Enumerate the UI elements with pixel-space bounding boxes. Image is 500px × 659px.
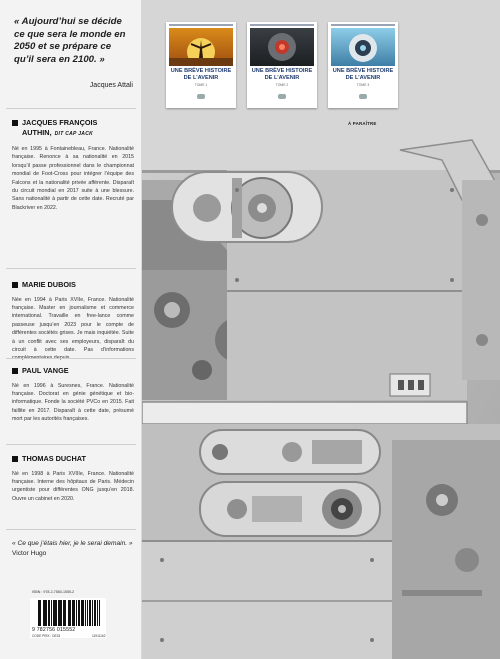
cover-illustration-icon xyxy=(250,28,314,66)
character-name: PAUL VANGE xyxy=(12,366,134,376)
character-name: MARIE DUBOIS xyxy=(12,280,134,290)
publisher-logo-icon xyxy=(278,94,286,99)
character-bio: Né en 1995 à Fontainebleau, France. Nationalité française. Renonce à sa nationalité en 2015 lorsqu’il passe professionnel dans le championnat mondial de Foot-Cross pour intégrer l’équipe des Falcons et la nationalité privée afférente. Disparaît du circuit mondial en 2017 suite à une blessure. Sans nationalité à partir de cette date. Recruté par Blackriver en 2022. xyxy=(12,146,134,211)
coming-soon-label: À PARAÎTRE xyxy=(348,121,377,126)
isbn-label: ISBN : 978-2-7560-1555-2 xyxy=(32,590,75,594)
book-tome: TOME 1 xyxy=(194,83,208,87)
barcode-bars-icon xyxy=(38,600,100,626)
book-cover-tome-1 xyxy=(166,22,236,108)
character-name: THOMAS DUCHAT xyxy=(12,454,134,464)
closing-quote: « Ce que j’étais hier, je le serai demain. » Victor Hugo xyxy=(12,540,133,557)
opening-quote: « Aujourd’hui se décide ce que sera le monde en 2050 et se prépare ce qu’il sera en 2100. » xyxy=(14,16,126,65)
barcode xyxy=(30,598,106,638)
closing-quote-author: Victor Hugo xyxy=(12,549,47,557)
square-bullet-icon xyxy=(12,456,18,462)
character-entry xyxy=(12,118,134,212)
book-tome: TOME 2 xyxy=(275,83,289,87)
barcode-extra-number: 11911162 xyxy=(92,634,106,638)
divider xyxy=(6,108,136,109)
divider xyxy=(6,444,136,445)
character-bio: Née en 1994 à Paris XVIIe, France. Nationalité française. Master en journalisme et commerce international. Travaille en free-lance comme passeuse jusqu’en 2023 pour le compte de différentes sociétés grises. Je mais inquiétée. Suite à un conflit avec ses employeurs, disparaît du circuit à cette date. Pas d’informations xyxy=(12,296,134,353)
divider xyxy=(6,358,136,359)
cover-header-strip xyxy=(331,24,395,26)
book-cover-tome-2 xyxy=(247,22,317,108)
character-name: JACQUES FRANÇOIS AUTHIN, DIT CAP JACK xyxy=(12,118,134,139)
square-bullet-icon xyxy=(12,120,18,126)
book-title: UNE BRÈVE HISTOIRE DE L’AVENIR xyxy=(251,68,313,81)
barcode-digits: 9 782756 015552 xyxy=(32,627,76,633)
cover-header-strip xyxy=(250,24,314,26)
character-bio: Né en 1998 à Paris XVIIIe, France. Nationalité française. Interne des hôpitaux de Paris. Médecin urgentiste pour différentes ONG jusqu’en 2018. Ouvre un cabinet en 2020. xyxy=(12,470,134,502)
text-column xyxy=(0,0,142,659)
book-cover-tome-3 xyxy=(328,22,398,108)
character-entry xyxy=(12,280,134,363)
cover-header-strip xyxy=(169,24,233,26)
book-tome: TOME 3 xyxy=(356,83,370,87)
divider xyxy=(6,268,136,269)
book-title: UNE BRÈVE HISTOIRE DE L’AVENIR xyxy=(332,68,394,81)
cover-illustration-icon xyxy=(331,28,395,66)
publisher-logo-icon xyxy=(197,94,205,99)
character-alias: DIT CAP JACK xyxy=(54,130,94,137)
character-entry xyxy=(12,454,134,503)
publisher-logo-icon xyxy=(359,94,367,99)
price-code: CODE PRIX : DE33 xyxy=(32,634,61,638)
square-bullet-icon xyxy=(12,368,18,374)
divider xyxy=(6,529,136,530)
square-bullet-icon xyxy=(12,282,18,288)
opening-quote-author: Jacques Attali xyxy=(89,82,133,89)
character-bio: Né en 1996 à Suresnes, France. Nationalité française. Doctorat en génie génétique et bio-informatique. Fonde la société PVCo en 2015. Fait faillite en 2017. Disparaît à cette date, présumé mort par les autorités françaises. xyxy=(12,382,134,423)
cover-illustration-icon xyxy=(169,28,233,66)
book-title: UNE BRÈVE HISTOIRE DE L’AVENIR xyxy=(170,68,232,81)
character-entry xyxy=(12,366,134,424)
